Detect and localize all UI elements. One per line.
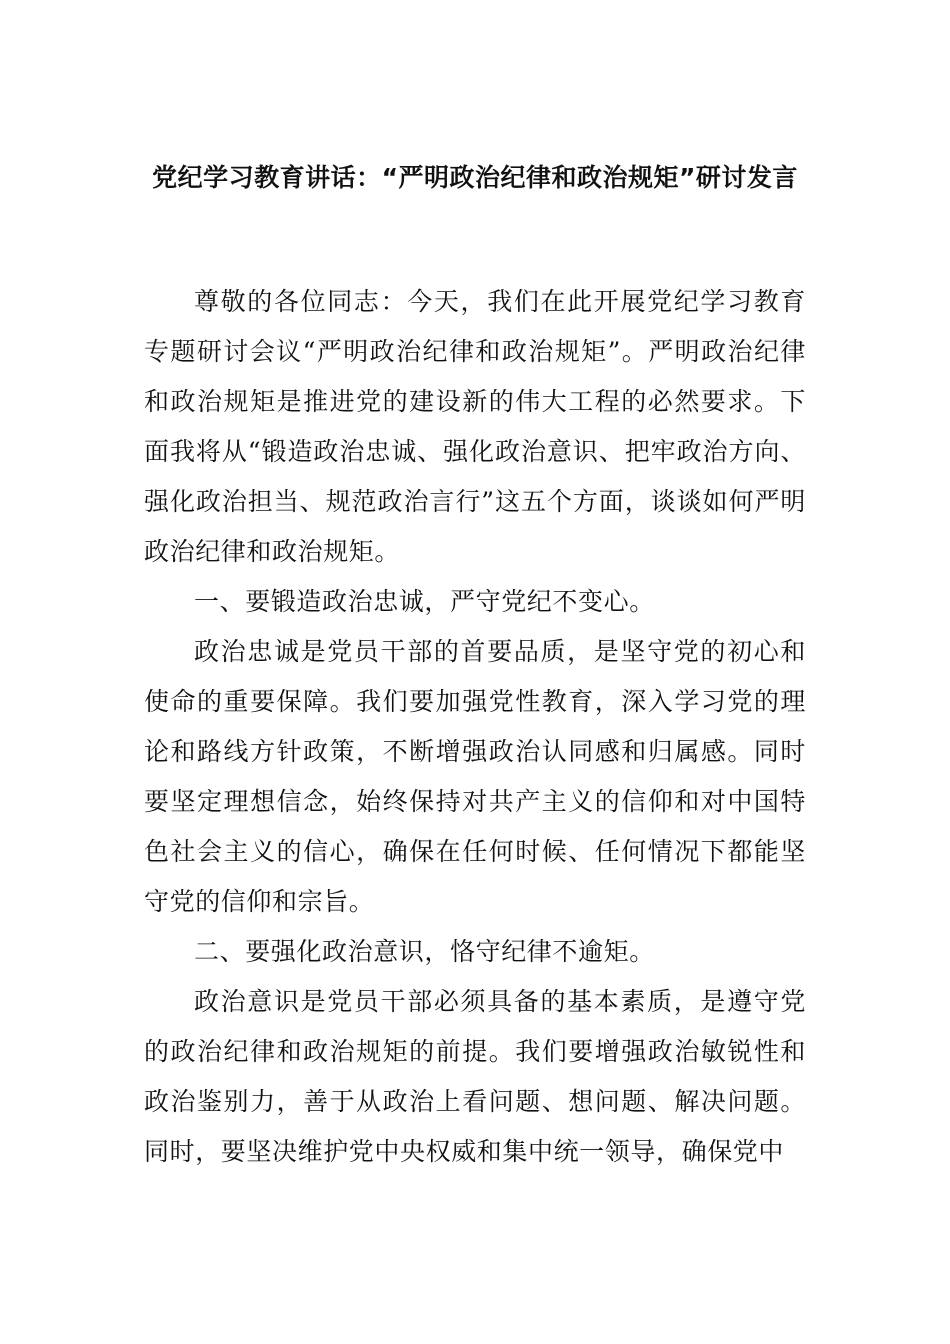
- document-body: [144, 277, 806, 1177]
- paragraph-section-1: 政治忠诚是党员干部的首要品质，是坚守党的初心和使命的重要保障。我们要加强党性教育，深入学习党的理论和路线方针政策，不断增强政治认同感和归属感。同时要坚定理想信念，始终保持对共产主义的信仰和对中国特色社会主义的信心，确保在任何时候、任何情况下都能坚守党的信仰和宗旨。: [144, 637, 806, 916]
- paragraph-section-2: 政治意识是党员干部必须具备的基本素质，是遵守党的政治纪律和政治规矩的前提。我们要增强政治敏锐性和政治鉴别力，善于从政治上看问题、想问题、解决问题。同时，要坚决维护党中央权威和集中统一领导，确保党中: [144, 987, 806, 1166]
- heading-section-1: 一、要锻造政治忠诚，严守党纪不变心。: [194, 587, 655, 616]
- document-title: 党纪学习教育讲话：“严明政治纪律和政治规矩”研讨发言: [152, 163, 798, 192]
- paragraph-opening: 尊敬的各位同志：今天，我们在此开展党纪学习教育专题研讨会议“严明政治纪律和政治规矩”。严明政治纪律和政治规矩是推进党的建设新的伟大工程的必然要求。下面我将从“锻造政治忠诚、强化政治意识、把牢政治方向、强化政治担当、规范政治言行”这五个方面，谈谈如何严明政治纪律和政治规矩。: [144, 287, 806, 566]
- heading-section-2: 二、要强化政治意识，恪守纪律不逾矩。: [194, 937, 655, 966]
